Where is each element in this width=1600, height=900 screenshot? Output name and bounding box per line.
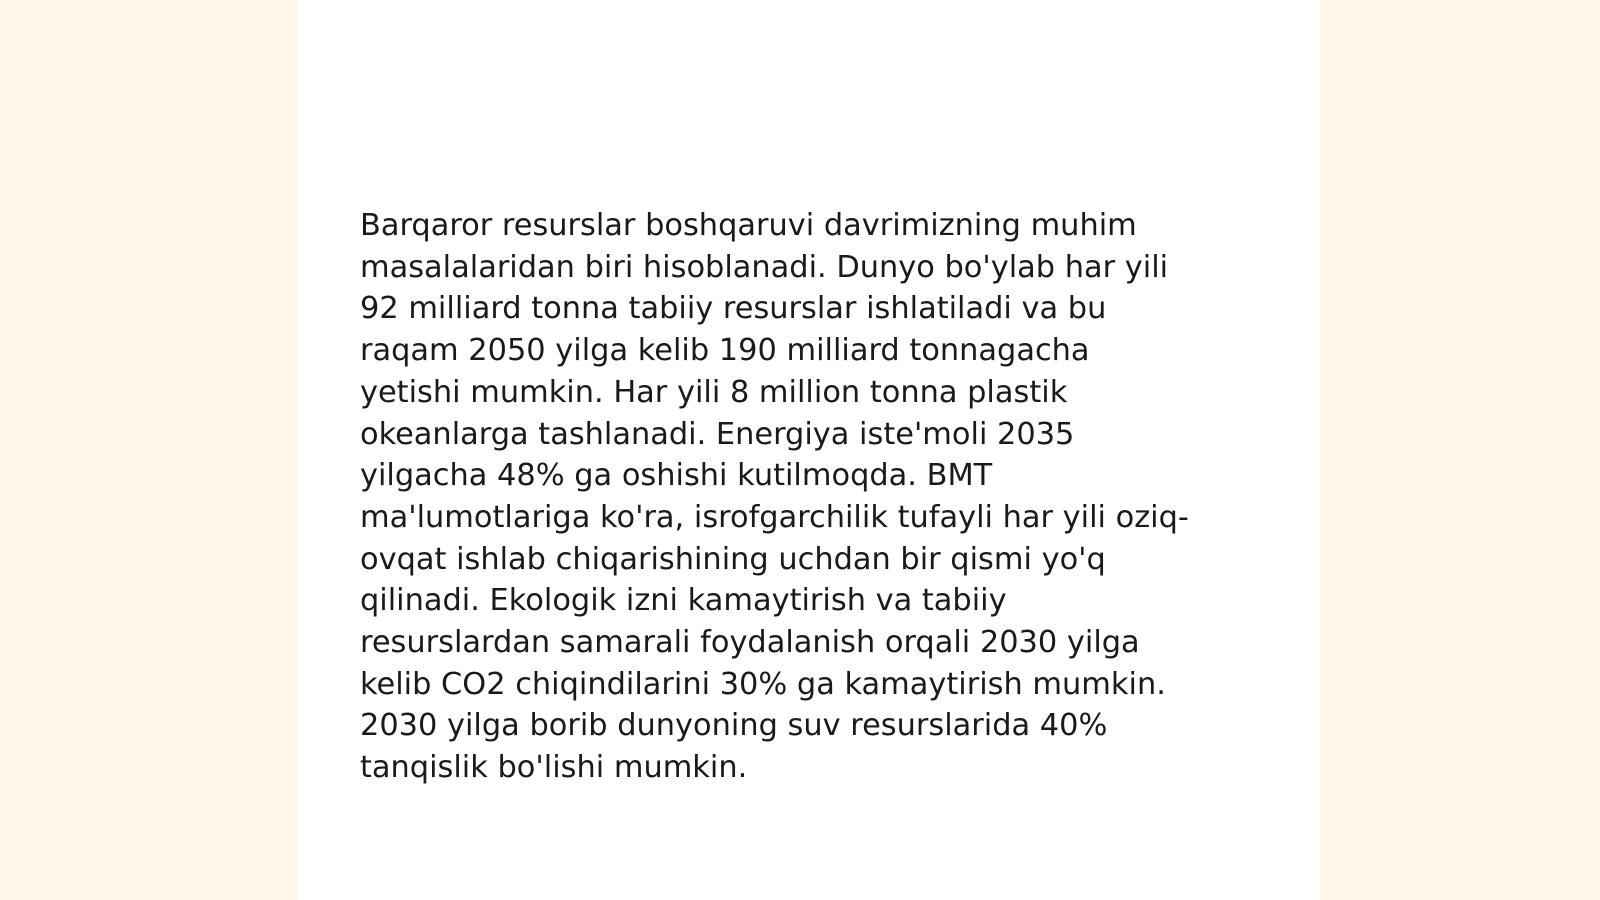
text-line: tanqislik bo'lishi mumkin. bbox=[360, 750, 748, 786]
text-line: yetishi mumkin. Har yili 8 million tonna plastik bbox=[360, 374, 1068, 410]
text-line: kelib CO2 chiqindilarini 30% ga kamaytirish mumkin. bbox=[360, 666, 1166, 702]
text-line: 92 milliard tonna tabiiy resurslar ishlatiladi va bu bbox=[360, 291, 1107, 327]
body-paragraph bbox=[360, 205, 1260, 789]
text-line: Barqaror resurslar boshqaruvi davrimizning muhim bbox=[360, 208, 1137, 243]
text-line: ovqat ishlab chiqarishining uchdan bir qismi yo'q bbox=[360, 541, 1106, 577]
text-line: qilinadi. Ekologik izni kamaytirish va tabiiy bbox=[360, 583, 1007, 619]
document-page bbox=[297, 0, 1320, 900]
text-line: resurslardan samarali foydalanish orqali 2030 yilga bbox=[360, 625, 1140, 661]
text-line: masalalaridan biri hisoblanadi. Dunyo bo'ylab har yili bbox=[360, 249, 1169, 285]
text-line: yilgacha 48% ga oshishi kutilmoqda. BMT bbox=[360, 458, 993, 494]
text-line: 2030 yilga borib dunyoning suv resurslarida 40% bbox=[360, 708, 1108, 744]
text-line: ma'lumotlariga ko'ra, isrofgarchilik tufayli har yili oziq- bbox=[360, 499, 1189, 535]
text-line: raqam 2050 yilga kelib 190 milliard tonnagacha bbox=[360, 333, 1090, 369]
text-line: okeanlarga tashlanadi. Energiya iste'moli 2035 bbox=[360, 416, 1075, 452]
